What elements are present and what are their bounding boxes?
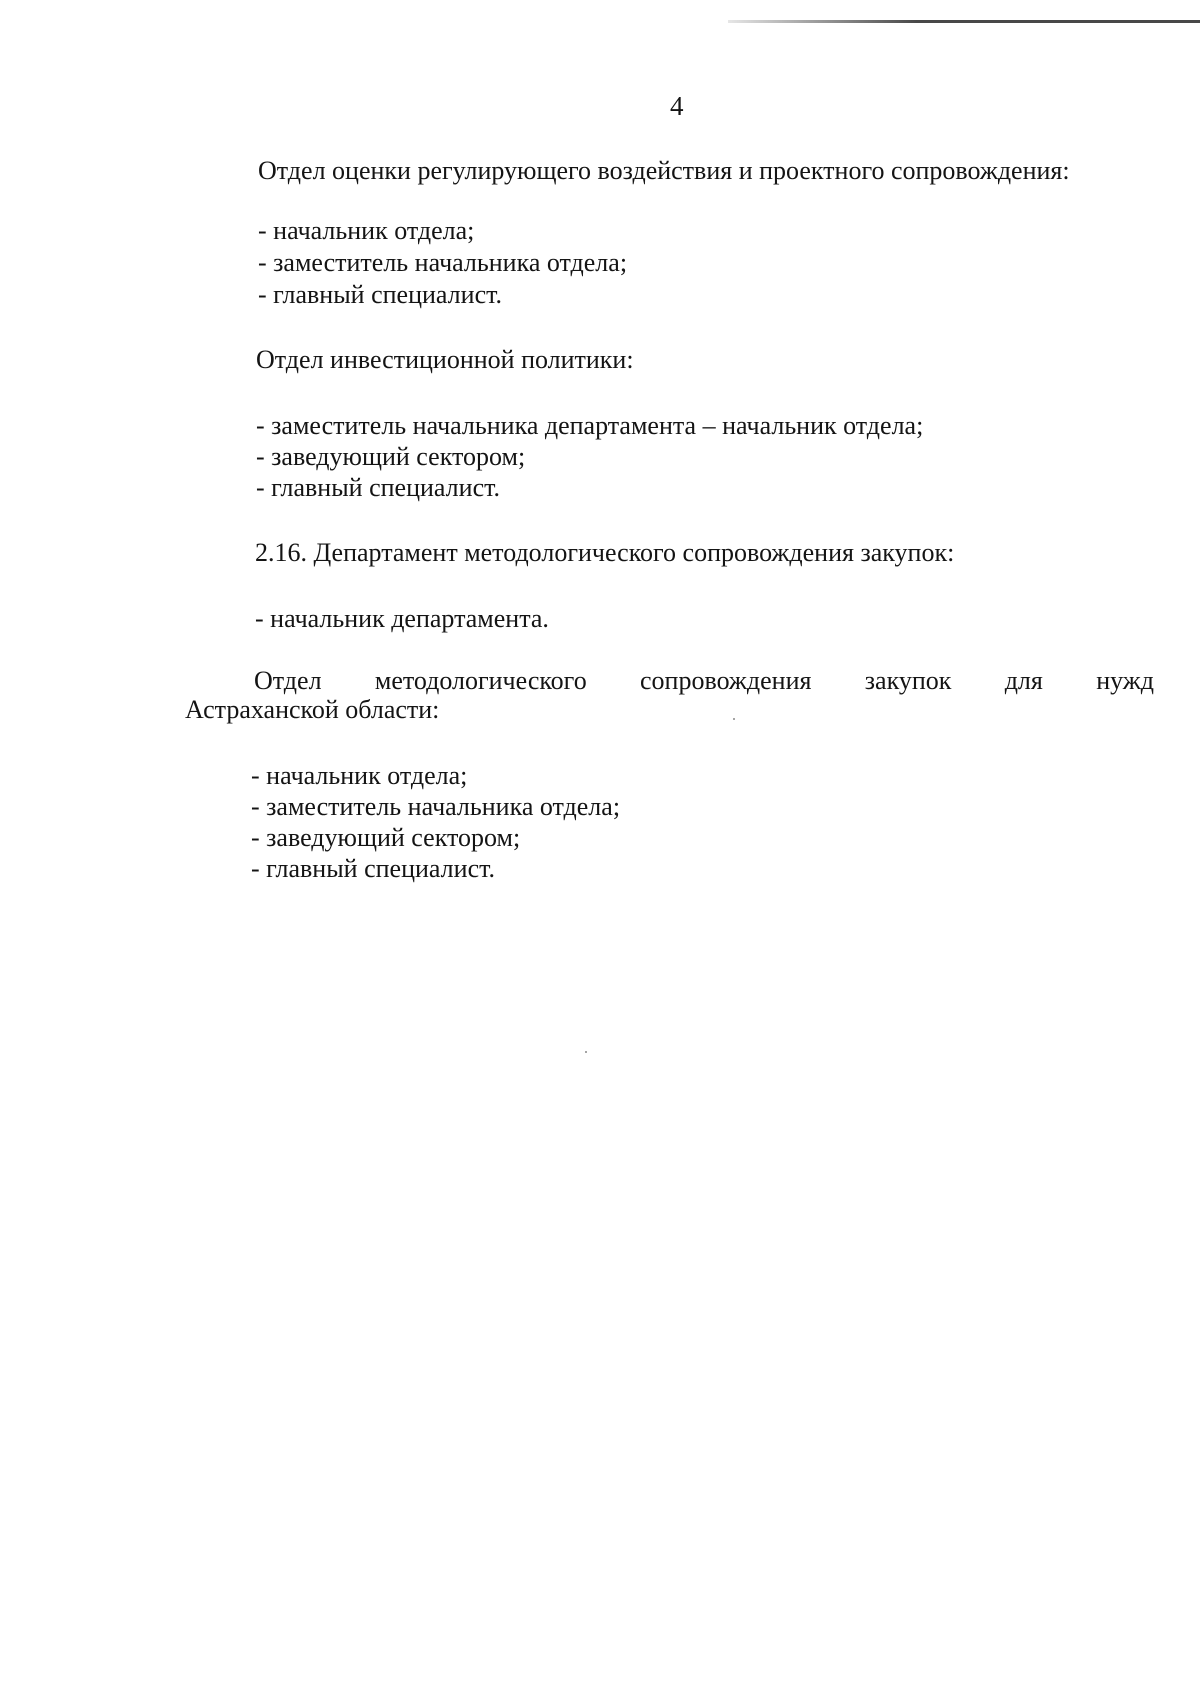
section-heading-methodology [254,665,1154,697]
scan-edge-line [728,20,1200,23]
scan-speck [585,1051,587,1053]
list-item: - начальник отдела; [251,761,468,790]
heading-word: нужд [1096,666,1154,695]
list-item: - заведующий сектором; [256,442,526,471]
heading-word: методологического [374,666,587,695]
heading-word: закупок [864,666,952,695]
list-item: - главный специалист. [258,280,503,309]
list-item: - главный специалист. [256,473,501,502]
list-item: - заместитель начальника отдела; [251,792,621,821]
heading-word: Отдел [254,666,322,695]
list-item: - заведующий сектором; [251,823,521,852]
heading-word: сопровождения [640,666,812,695]
heading-word: для [1004,666,1043,695]
section-heading-2-16: 2.16. Департамент методологического сопровождения закупок: [255,538,955,567]
list-item: - заместитель начальника департамента – начальник отдела; [256,411,924,440]
list-item: - начальник департамента. [255,604,549,633]
section-heading-invest: Отдел инвестиционной политики: [256,345,634,374]
page-number: 4 [670,91,684,121]
scan-speck [733,718,735,720]
list-item: - главный специалист. [251,854,496,883]
list-item: - заместитель начальника отдела; [258,248,628,277]
section-heading-ors: Отдел оценки регулирующего воздействия и проектного сопровождения: [258,156,1070,185]
list-item: - начальник отдела; [258,216,475,245]
section-heading-continuation: Астраханской области: [185,695,440,724]
